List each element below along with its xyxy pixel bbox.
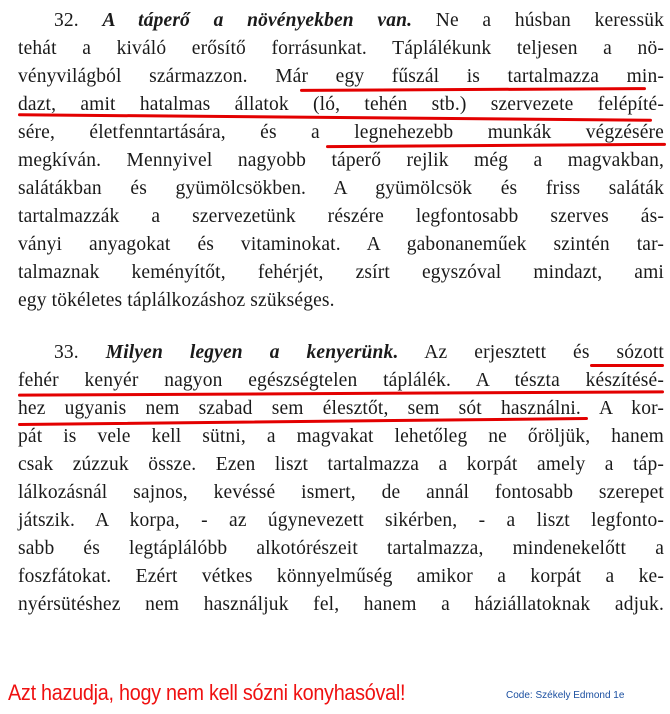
section-32-line: sére, életfenntartására, és a legnehezebb munkák végzésére bbox=[18, 122, 664, 143]
section-32-line: vényvilágból származzon. Már egy fűszál is tartalmazza min- bbox=[18, 66, 664, 87]
section-32-line: egy tökéletes táplálkozáshoz szükséges. bbox=[18, 290, 335, 311]
section-33-line: pát is vele kell sütni, a magvakat lehetőleg ne őröljük, hanem bbox=[18, 426, 664, 447]
section-33-line: lálkozásnál sajnos, kevéssé ismert, de annál fontosabb szerepet bbox=[18, 482, 664, 503]
section-32-number: 32. bbox=[54, 10, 79, 31]
section-33-line: sabb és legtáplálóbb alkotórészeit tartalmazza, mindenekelőtt a bbox=[18, 538, 664, 559]
section-33-line: csak zúzzuk össze. Ezen liszt tartalmazza a korpát amely a táp- bbox=[18, 454, 664, 475]
section-33-line: nyérsütéshez nem használjuk fel, hanem a háziállatoknak adjuk. bbox=[18, 594, 664, 615]
section-33-first-line bbox=[54, 340, 664, 366]
section-33-line: fehér kenyér nagyon egészségtelen táplálék. A tészta készítésé- bbox=[18, 370, 664, 391]
section-33-heading: Milyen legyen a kenyerünk. bbox=[105, 342, 399, 363]
section-33-line-1-rest: Az erjesztett és sózott bbox=[398, 342, 664, 363]
section-32-line-1-rest: Ne a húsban keressük bbox=[412, 10, 665, 31]
section-33-number: 33. bbox=[54, 342, 79, 363]
section-32-line: ványi anyagokat és vitaminokat. A gabonaneműek szintén tar- bbox=[18, 234, 664, 255]
underline-mark bbox=[590, 364, 664, 367]
credit-text: Code: Székely Edmond 1e bbox=[506, 690, 625, 701]
section-32-line: tartalmazzák a szervezetünk részére legfontosabb szerves ás- bbox=[18, 206, 664, 227]
section-32-line: salátákban és gyümölcsökben. A gyümölcsök és friss saláták bbox=[18, 178, 664, 199]
section-33-line: foszfátokat. Ezért vétkes könnyelműség amikor a korpát a ke- bbox=[18, 566, 664, 587]
section-33-line: hez ugyanis nem szabad sem élesztőt, sem sót használni. A kor- bbox=[18, 398, 664, 419]
section-32-line: tehát a kiváló erősítő forrásunkat. Táplálékunk teljesen a nö- bbox=[18, 38, 664, 59]
red-annotation: Azt hazudja, hogy nem kell sózni konyhasóval! bbox=[8, 680, 406, 705]
section-32-first-line bbox=[54, 8, 664, 34]
section-32-heading: A táperő a növényekben van. bbox=[102, 10, 413, 31]
section-32-line: dazt, amit hatalmas állatok (ló, tehén stb.) szervezete felépíté- bbox=[18, 94, 664, 115]
section-33-line: játszik. A korpa, - az úgynevezett sikérben, - a liszt legfonto- bbox=[18, 510, 664, 531]
section-32-line: talmaznak keményítőt, fehérjét, zsírt egyszóval mindazt, ami bbox=[18, 262, 664, 283]
section-32-line: megkíván. Mennyivel nagyobb táperő rejlik még a magvakban, bbox=[18, 150, 664, 171]
